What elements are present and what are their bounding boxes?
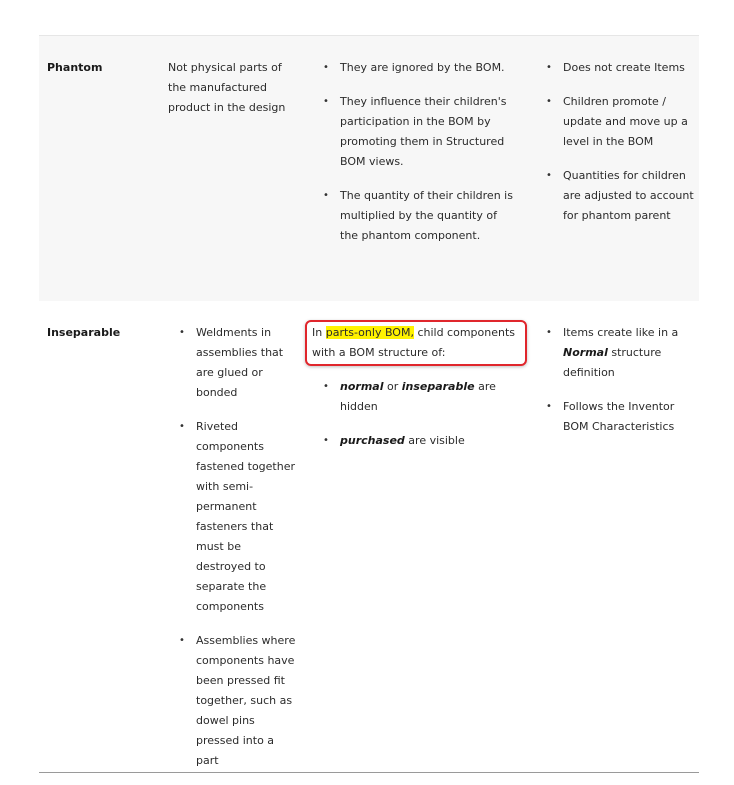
highlighted-text: parts-only BOM, bbox=[325, 326, 414, 339]
bom-intro-text: In parts-only BOM, child components with a BOM structure of: bbox=[312, 326, 516, 359]
row-name-phantom: Phantom bbox=[47, 61, 103, 74]
inseparable-examples bbox=[179, 323, 297, 785]
phantom-bom-behavior bbox=[323, 58, 518, 260]
list-item: • Follows the Inventor BOM Characteristics bbox=[546, 397, 696, 437]
list-item: • Does not create Items bbox=[546, 58, 696, 78]
table-row-inseparable bbox=[39, 301, 699, 773]
list-item: • Children promote / update and move up a level in the BOM bbox=[546, 92, 696, 152]
phantom-description: Not physical parts of the manufactured product in the design bbox=[168, 61, 286, 114]
table-row-phantom bbox=[39, 35, 699, 303]
phantom-item-behavior bbox=[546, 58, 696, 240]
row-name-inseparable: Inseparable bbox=[47, 326, 121, 339]
list-item: • The quantity of their children is multiplied by the quantity of the phantom component. bbox=[323, 186, 518, 246]
list-item: • normal or inseparable are hidden bbox=[323, 377, 522, 417]
list-item: • They influence their children's participation in the BOM by promoting them in Structured BOM views. bbox=[323, 92, 518, 172]
list-item: • purchased are visible bbox=[323, 431, 522, 451]
list-item: • Riveted components fastened together with semi-permanent fasteners that must be destroyed to separate the components bbox=[179, 417, 297, 617]
inseparable-item-behavior bbox=[546, 323, 696, 451]
list-item: • Items create like in a Normal structure definition bbox=[546, 323, 696, 383]
inseparable-bom-behavior bbox=[312, 323, 522, 465]
list-item: • Quantities for children are adjusted to account for phantom parent bbox=[546, 166, 696, 226]
list-item: • Assemblies where components have been pressed fit together, such as dowel pins pressed into a part bbox=[179, 631, 297, 771]
list-item: • They are ignored by the BOM. bbox=[323, 58, 518, 78]
list-item: • Weldments in assemblies that are glued or bonded bbox=[179, 323, 297, 403]
